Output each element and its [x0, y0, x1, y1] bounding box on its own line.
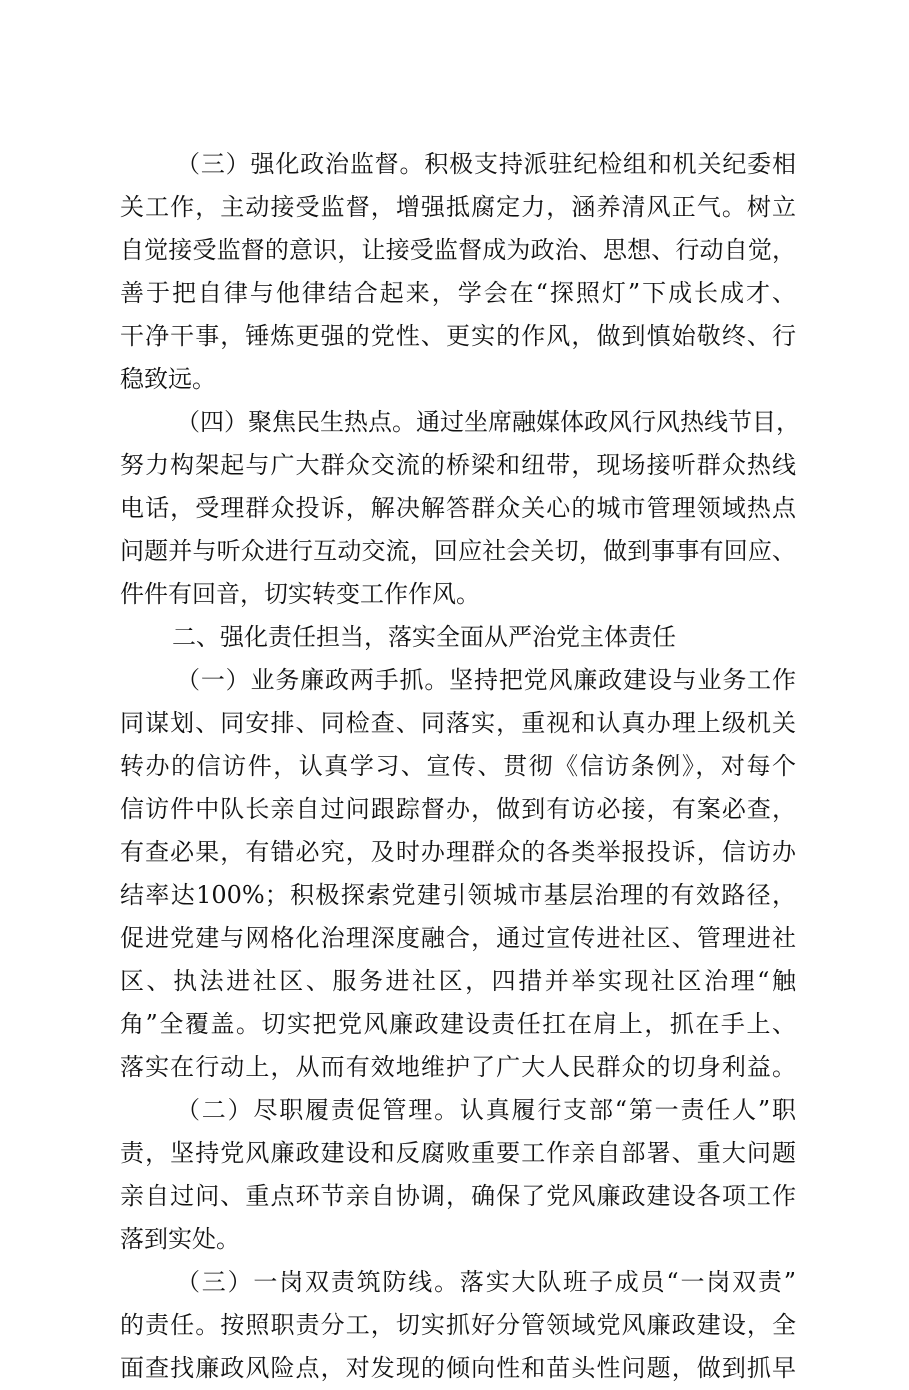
text-line: 干净干事，锤炼更强的党性、更实的作风，做到慎始敬终、行 — [120, 322, 796, 350]
text-line: 有查必果，有错必究，及时办理群众的各类举报投诉，信访办 — [120, 838, 796, 866]
text-line: 自觉接受监督的意识，让接受监督成为政治、思想、行动自觉， — [120, 236, 796, 264]
text-line: 转办的信访件，认真学习、宣传、贯彻《信访条例》，对每个 — [120, 752, 796, 780]
text-line: （二）尽职履责促管理。认真履行支部“第一责任人”职 — [176, 1096, 796, 1124]
text-line: 落实在行动上，从而有效地维护了广大人民群众的切身利益。 — [120, 1053, 796, 1081]
text-line: （四）聚焦民生热点。通过坐席融媒体政风行风热线节目， — [176, 408, 800, 436]
text-line: 问题并与听众进行互动交流，回应社会关切，做到事事有回应、 — [120, 537, 796, 565]
text-line: 落到实处。 — [120, 1225, 240, 1253]
text-line: 件件有回音，切实转变工作作风。 — [120, 580, 480, 608]
text-line: 电话，受理群众投诉，解决解答群众关心的城市管理领域热点 — [120, 494, 796, 522]
text-line: 结率达100%；积极探索党建引领城市基层治理的有效路径， — [120, 881, 796, 909]
text-line: 努力构架起与广大群众交流的桥梁和纽带，现场接听群众热线 — [120, 451, 796, 479]
paragraph — [120, 1261, 796, 1390]
text-line: 信访件中队长亲自过问跟踪督办，做到有访必接，有案必查， — [120, 795, 796, 823]
paragraph — [120, 401, 800, 616]
paragraph — [120, 1089, 796, 1261]
text-line: 责，坚持党风廉政建设和反腐败重要工作亲自部署、重大问题 — [120, 1139, 796, 1167]
text-line: （一）业务廉政两手抓。坚持把党风廉政建设与业务工作 — [176, 666, 796, 694]
text-line: 的责任。按照职责分工，切实抓好分管领域党风廉政建设，全 — [120, 1311, 796, 1339]
text-line: （三）强化政治监督。积极支持派驻纪检组和机关纪委相 — [176, 150, 796, 178]
text-line: 角”全覆盖。切实把党风廉政建设责任扛在肩上，抓在手上、 — [120, 1010, 796, 1038]
document-body — [120, 143, 800, 1390]
text-line: 稳致远。 — [120, 365, 216, 393]
paragraph — [120, 143, 796, 401]
text-line: （三）一岗双责筑防线。落实大队班子成员“一岗双责” — [176, 1268, 796, 1296]
section-heading: 二、强化责任担当，落实全面从严治党主体责任 — [172, 623, 676, 651]
text-line: 同谋划、同安排、同检查、同落实，重视和认真办理上级机关 — [120, 709, 796, 737]
paragraph — [120, 659, 796, 1089]
text-line: 关工作，主动接受监督，增强抵腐定力，涵养清风正气。树立 — [120, 193, 796, 221]
text-line: 促进党建与网格化治理深度融合，通过宣传进社区、管理进社 — [120, 924, 796, 952]
text-line: 亲自过问、重点环节亲自协调，确保了党风廉政建设各项工作 — [120, 1182, 796, 1210]
text-line: 面查找廉政风险点，对发现的倾向性和苗头性问题，做到抓早 — [120, 1354, 796, 1382]
text-line: 善于把自律与他律结合起来，学会在“探照灯”下成长成才、 — [120, 279, 796, 307]
text-line: 区、执法进社区、服务进社区，四措并举实现社区治理“触 — [120, 967, 796, 995]
